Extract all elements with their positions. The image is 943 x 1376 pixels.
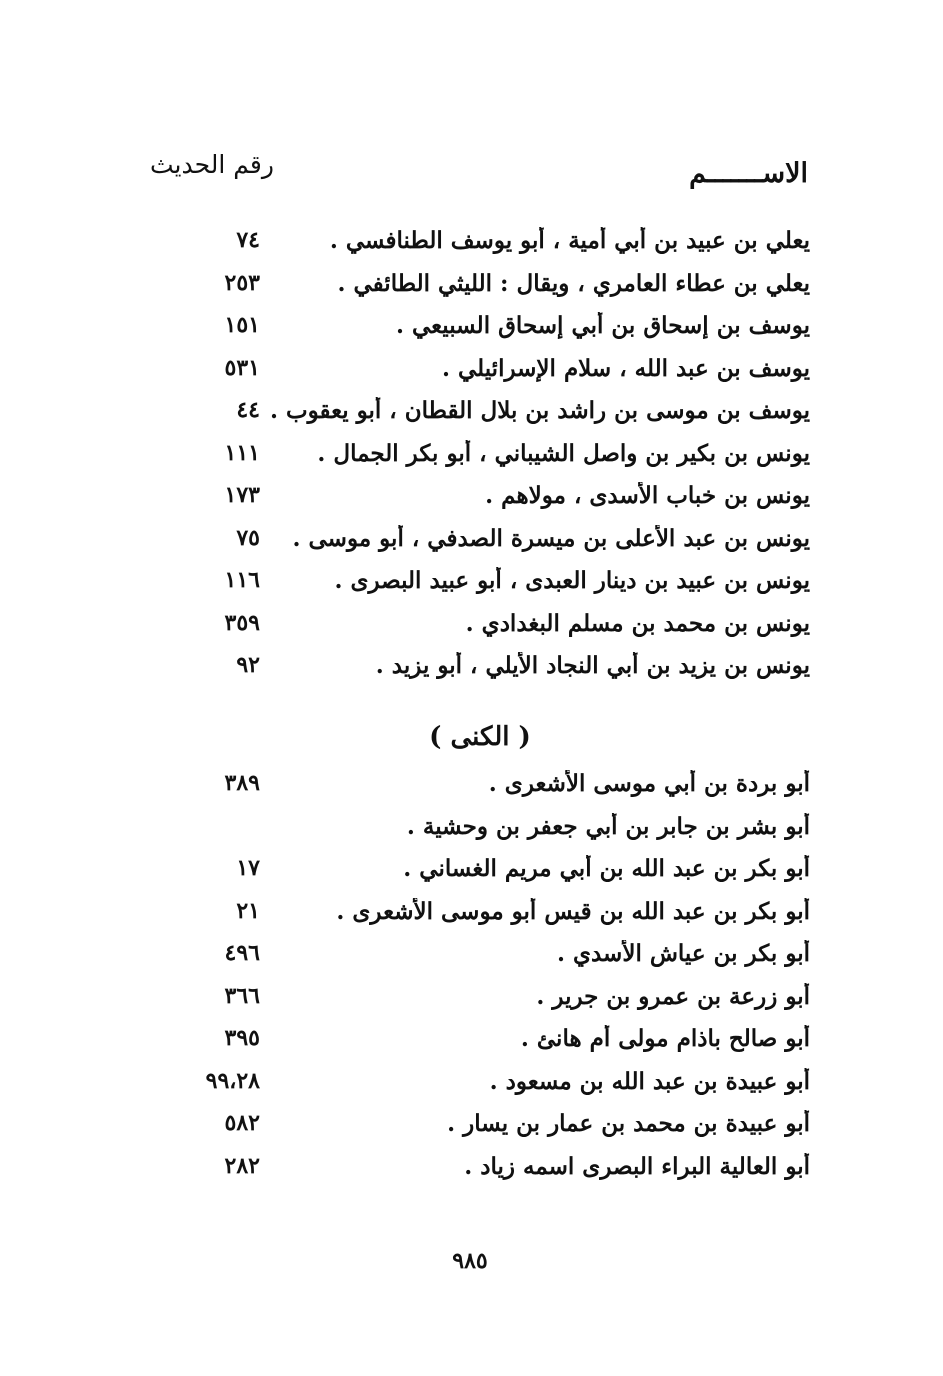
hadith-number: ٩٩،٢٨ xyxy=(205,1067,260,1094)
list-item xyxy=(150,1106,810,1149)
kunya-name: أبو عبيدة بن عبد الله بن مسعود . xyxy=(489,1067,810,1095)
hadith-number: ٩٢ xyxy=(236,652,260,678)
hadith-number-column-header: رقم الحديث xyxy=(150,150,274,179)
hadith-number: ٣٨٩ xyxy=(224,770,260,796)
list-item xyxy=(150,936,810,979)
kunya-name: أبو العالية البراء البصرى اسمه زياد . xyxy=(464,1152,810,1180)
narrator-name: يعلي بن عطاء العامري ، ويقال : الليثي الطائفي . xyxy=(337,269,810,297)
hadith-number: ١١٦ xyxy=(224,567,260,593)
list-item xyxy=(150,851,810,894)
narrator-name: يوسف بن إسحاق بن أبي إسحاق السبيعي . xyxy=(396,312,810,339)
kunya-name: أبو بكر بن عبد الله بن أبي مريم الغساني . xyxy=(403,855,810,882)
page-number: ٩٨٥ xyxy=(452,1248,488,1274)
kunya-name: أبو صالح باذام مولى أم هانئ . xyxy=(520,1025,810,1052)
list-item xyxy=(150,606,810,649)
hadith-number: ٣٩٥ xyxy=(224,1025,260,1051)
list-item xyxy=(150,894,810,937)
narrator-name: يونس بن عبد الأعلى بن ميسرة الصدفي ، أبو موسى . xyxy=(292,524,810,552)
narrator-name: يعلي بن عبيد بن أبي أمية ، أبو يوسف الطنافسي . xyxy=(329,227,810,254)
list-item xyxy=(150,648,810,691)
hadith-number: ٢٥٣ xyxy=(224,269,260,296)
list-item xyxy=(150,223,810,266)
list-item xyxy=(150,308,810,351)
narrator-name: يونس بن يزيد بن أبي النجاد الأيلي ، أبو يزيد . xyxy=(375,652,810,679)
list-item xyxy=(150,563,810,606)
name-column-header: الاســـــــم xyxy=(689,158,808,189)
narrator-name: يوسف بن عبد الله ، سلام الإسرائيلي . xyxy=(441,354,810,382)
kuna-section-title: ( الكنى ) xyxy=(429,722,531,752)
hadith-number: ٧٤ xyxy=(236,227,260,253)
hadith-number: ١٧ xyxy=(236,855,260,881)
list-item xyxy=(150,1021,810,1064)
kunya-name: أبو بكر بن عياش الأسدي . xyxy=(556,940,810,967)
hadith-number: ٤٤ xyxy=(236,397,260,423)
names-list xyxy=(150,223,810,691)
kunya-name: أبو بردة بن أبي موسى الأشعرى . xyxy=(488,770,810,797)
hadith-number: ٣٦٦ xyxy=(224,982,260,1009)
kunya-name: أبو بكر بن عبد الله بن قيس أبو موسى الأشعرى . xyxy=(336,897,810,925)
hadith-number: ٢٨٢ xyxy=(224,1152,260,1179)
hadith-number: ٧٥ xyxy=(236,524,260,551)
hadith-number: ١٧٣ xyxy=(224,482,260,508)
narrator-name: يونس بن بكير بن واصل الشيباني ، أبو بكر الجمال . xyxy=(317,439,810,467)
hadith-number: ٥٣١ xyxy=(224,354,260,381)
list-item xyxy=(150,521,810,564)
kunya-name: أبو زرعة بن عمرو بن جرير . xyxy=(536,982,810,1010)
kunya-name: أبو بشر بن جابر بن أبي جعفر بن وحشية . xyxy=(406,812,810,840)
list-item xyxy=(150,351,810,394)
hadith-number: ١١١ xyxy=(224,439,260,466)
list-item xyxy=(150,393,810,436)
list-item xyxy=(150,436,810,479)
hadith-number: ٥٨٢ xyxy=(224,1110,260,1136)
kuna-list xyxy=(150,766,810,1191)
list-item xyxy=(150,478,810,521)
narrator-name: يوسف بن موسى بن راشد بن بلال القطان ، أبو يعقوب . xyxy=(270,397,810,424)
hadith-number: ١٥١ xyxy=(224,312,260,338)
list-item xyxy=(150,809,810,852)
list-item xyxy=(150,979,810,1022)
narrator-name: يونس بن خباب الأسدى ، مولاهم . xyxy=(485,482,810,509)
hadith-number: ٢١ xyxy=(236,897,260,924)
narrator-name: يونس بن عبيد بن دينار العبدى ، أبو عبيد البصرى . xyxy=(334,567,810,594)
hadith-number: ٣٥٩ xyxy=(224,609,260,636)
list-item xyxy=(150,1064,810,1107)
hadith-number: ٤٩٦ xyxy=(224,940,260,966)
list-item xyxy=(150,266,810,309)
kunya-name: أبو عبيدة بن محمد بن عمار بن يسار . xyxy=(447,1110,810,1137)
list-item xyxy=(150,766,810,809)
list-item xyxy=(150,1149,810,1192)
narrator-name: يونس بن محمد بن مسلم البغدادي . xyxy=(465,609,810,637)
